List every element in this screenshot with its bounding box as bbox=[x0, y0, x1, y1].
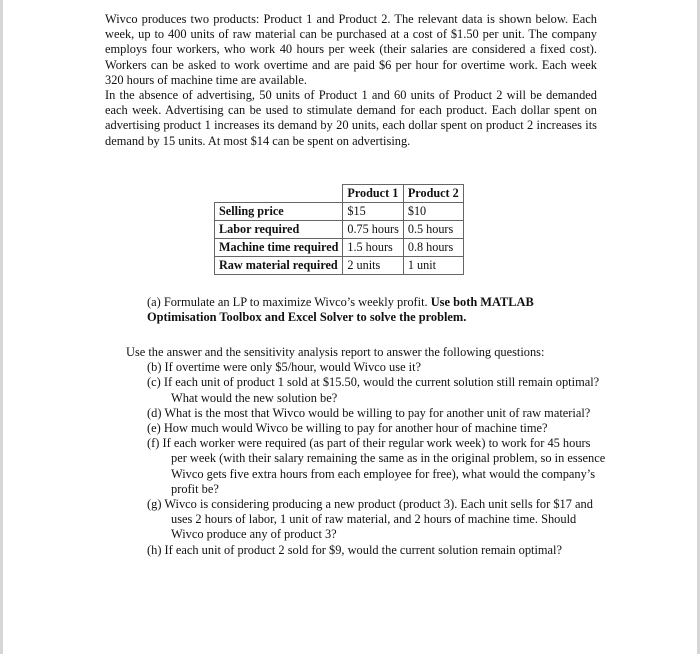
cell-product-1: 1.5 hours bbox=[343, 239, 403, 257]
follow-up-questions bbox=[126, 345, 606, 558]
cell-product-2: 0.5 hours bbox=[403, 221, 463, 239]
table-row bbox=[215, 203, 464, 221]
table-corner-cell bbox=[215, 185, 343, 203]
row-label: Machine time required bbox=[215, 239, 343, 257]
question-h: (h) If each unit of product 2 sold for $9, would the current solution remain optimal? bbox=[147, 542, 562, 557]
part-a-text: (a) Formulate an LP to maximize Wivco’s weekly profit. bbox=[147, 295, 431, 309]
table-row bbox=[215, 257, 464, 275]
question-d: (d) What is the most that Wivco would be willing to pay for another unit of raw material? bbox=[147, 405, 591, 420]
question-list bbox=[126, 360, 606, 558]
question-e: (e) How much would Wivco be willing to pay for another hour of machine time? bbox=[147, 421, 548, 436]
cell-product-2: 0.8 hours bbox=[403, 239, 463, 257]
cell-product-1: $15 bbox=[343, 203, 403, 221]
intro-paragraph-1: Wivco produces two products: Product 1 and Product 2. The relevant data is shown below. Each week, up to 400 units of raw material can be purchased at a cost of $1.50 per unit. The company employs four workers, who work 40 hours per week (their salaries are considered a fixed cost). Workers can be asked to work overtime and are paid $6 per hour for overtime work. Each week 320 hours of machine time are available. bbox=[105, 12, 597, 87]
product-data-table bbox=[214, 184, 464, 275]
cell-product-2: 1 unit bbox=[403, 257, 463, 275]
cell-product-1: 0.75 hours bbox=[343, 221, 403, 239]
question-c: (c) If each unit of product 1 sold at $15.50, would the current solution still remain optimal? What would the new solution be? bbox=[147, 375, 600, 405]
row-label: Raw material required bbox=[215, 257, 343, 275]
intro-paragraph-2: In the absence of advertising, 50 units of Product 1 and 60 units of Product 2 will be demanded each week. Advertising can be used to stimulate demand for each product. Each dollar spent on advertising product 1 increases its demand by 20 units, each dollar spent on product 2 increases its demand by 15 units. At most $14 can be spent on advertising. bbox=[105, 88, 597, 148]
cell-product-1: 2 units bbox=[343, 257, 403, 275]
cell-product-2: $10 bbox=[403, 203, 463, 221]
header-product-2: Product 2 bbox=[403, 185, 463, 203]
table-row bbox=[215, 221, 464, 239]
row-label: Labor required bbox=[215, 221, 343, 239]
table-header-row bbox=[215, 185, 464, 203]
header-product-1: Product 1 bbox=[343, 185, 403, 203]
table-row bbox=[215, 239, 464, 257]
question-b: (b) If overtime were only $5/hour, would Wivco use it? bbox=[147, 360, 422, 375]
question-f: (f) If each worker were required (as part of their regular work week) to work for 45 hours per week (with their salary remaining the same as in the original problem, so in essence Wivco gets five extra hours from each employee for free), what would the company’s profit be? bbox=[147, 436, 606, 496]
question-g: (g) Wivco is considering producing a new product (product 3). Each unit sells for $17 and uses 2 hours of labor, 1 unit of raw material, and 2 hours of machine time. Should Wivco produce any of product 3? bbox=[147, 497, 593, 542]
questions-lead: Use the answer and the sensitivity analysis report to answer the following questions: bbox=[126, 345, 545, 359]
left-border bbox=[0, 0, 3, 654]
part-a-question bbox=[147, 295, 577, 325]
part-a-bold-instruction: Use both MATLAB Optimisation Toolbox and Excel Solver to solve the problem. bbox=[147, 295, 534, 325]
problem-intro bbox=[105, 12, 597, 149]
row-label: Selling price bbox=[215, 203, 343, 221]
